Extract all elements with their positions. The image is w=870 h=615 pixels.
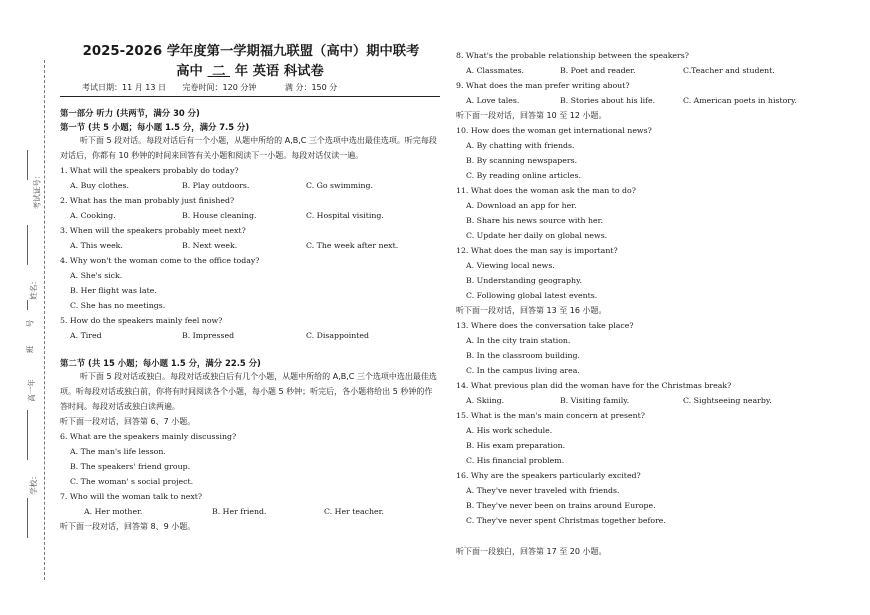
section1-heading: 第一节 (共 5 小题；每小题 1.5 分，满分 7.5 分) <box>60 122 250 132</box>
subtitle-prefix: 高中 <box>176 64 203 79</box>
answer-option[interactable]: C. Go swimming. <box>306 181 373 190</box>
answer-option[interactable]: B. Next week. <box>182 241 238 250</box>
answer-option[interactable]: A. In the city train station. <box>466 336 571 345</box>
question-text: 11. What does the woman ask the man to do? <box>456 186 636 195</box>
answer-option[interactable]: C.Teacher and student. <box>683 66 775 75</box>
header-rule <box>60 96 440 97</box>
question-text: 12. What does the man say is important? <box>456 246 618 255</box>
left-column <box>60 40 440 534</box>
listening-note: 听下面一段对话，回答第 13 至 16 小题。 <box>456 306 607 315</box>
binding-margin <box>0 0 56 615</box>
answer-option[interactable]: A. Skiing. <box>466 396 505 405</box>
answer-option[interactable]: C. By reading online articles. <box>466 171 581 180</box>
answer-option[interactable]: A. The man's life lesson. <box>70 447 166 456</box>
answer-option[interactable]: A. Classmates. <box>466 66 524 75</box>
answer-option[interactable]: A. Cooking. <box>70 211 116 220</box>
answer-option[interactable]: B. Stories about his life. <box>560 96 656 105</box>
answer-option[interactable]: A. Love tales. <box>466 96 520 105</box>
question-text: 6. What are the speakers mainly discussing? <box>60 432 237 441</box>
answer-options-row <box>456 393 866 408</box>
question-text: 15. What is the man's main concern at present? <box>456 411 645 420</box>
answer-options-row <box>456 93 866 108</box>
answer-option[interactable]: C. Disappointed <box>306 331 369 340</box>
answer-option[interactable]: B. The speakers' friend group. <box>70 462 191 471</box>
answer-option[interactable]: B. Understanding geography. <box>466 276 582 285</box>
subtitle-suffix: 年 英语 科试卷 <box>234 64 324 79</box>
answer-option[interactable]: B. Share his news source with her. <box>466 216 603 225</box>
subtitle-grade-blank: 二 <box>212 64 226 79</box>
binding-dashed-line <box>44 60 45 580</box>
right-column <box>456 48 866 559</box>
question-text: 2. What has the man probably just finished? <box>60 196 235 205</box>
answer-option[interactable]: C. The woman' s social project. <box>70 477 194 486</box>
answer-option[interactable]: C. Following global latest events. <box>466 291 598 300</box>
answer-option[interactable]: B. By scanning newspapers. <box>466 156 578 165</box>
question-text: 1. What will the speakers probably do today? <box>60 166 239 175</box>
answer-option[interactable]: A. Tired <box>70 331 102 340</box>
exam-subtitle <box>60 60 440 79</box>
fill-line <box>27 150 28 180</box>
answer-options-row <box>60 328 440 343</box>
answer-option[interactable]: C. American poets in history. <box>683 96 797 105</box>
question-text: 13. Where does the conversation take place? <box>456 321 634 330</box>
answer-option[interactable]: B. Visiting family. <box>560 396 630 405</box>
question-list-1-3 <box>60 163 440 253</box>
answer-option[interactable]: A. Buy clothes. <box>70 181 130 190</box>
answer-option[interactable]: A. They've never traveled with friends. <box>466 486 620 495</box>
answer-option[interactable]: B. In the classroom building. <box>466 351 580 360</box>
answer-option[interactable]: B. They've never been on trains around Europe. <box>466 501 656 510</box>
answer-option[interactable]: A. Her mother. <box>84 507 143 516</box>
fill-line <box>27 300 28 310</box>
listening-note: 听下面一段对话，回答第 10 至 12 小题。 <box>456 111 607 120</box>
question-text: 16. Why are the speakers particularly excited? <box>456 471 641 480</box>
school-label: 学校： <box>28 472 38 495</box>
answer-option[interactable]: C. The week after next. <box>306 241 399 250</box>
answer-option[interactable]: B. House cleaning. <box>182 211 257 220</box>
answer-option[interactable]: A. Download an app for her. <box>466 201 577 210</box>
answer-option[interactable]: B. Her friend. <box>212 507 267 516</box>
question-text: 3. When will the speakers probably meet next? <box>60 226 246 235</box>
answer-option[interactable]: C. They've never spent Christmas together before. <box>466 516 666 525</box>
answer-option[interactable]: C. His financial problem. <box>466 456 565 465</box>
answer-option[interactable]: B. Impressed <box>182 331 235 340</box>
answer-option[interactable]: C. In the campus living area. <box>466 366 580 375</box>
exam-date: 考试日期：11 月 13 日 <box>82 83 166 92</box>
answer-option[interactable]: A. This week. <box>70 241 123 250</box>
seat-label: 号 <box>25 319 35 328</box>
question-text: 5. How do the speakers mainly feel now? <box>60 316 223 325</box>
part1-heading: 第一部分 听力 (共两节，满分 30 分) <box>60 108 200 118</box>
answer-option[interactable]: B. Play outdoors. <box>182 181 250 190</box>
exam-no-label: 考试证号： <box>32 171 42 210</box>
section1-instructions: 听下面 5 段对话。每段对话后有一个小题，从题中所给的 A,B,C 三个选项中选出最佳选项。听完每段对话后，你都有 10 秒钟的时间来回答有关小题和阅读下一小题。每段对话仅读一遍。 <box>60 136 437 160</box>
answer-options-row <box>456 63 866 78</box>
question-text: 10. How does the woman get international news? <box>456 126 652 135</box>
fill-line <box>27 225 28 265</box>
grade-label: 高一年 <box>26 379 36 402</box>
class-label: 班 <box>25 345 35 354</box>
answer-option[interactable]: B. Poet and reader. <box>560 66 636 75</box>
question-text: 9. What does the man prefer writing about? <box>456 81 630 90</box>
exam-meta <box>60 82 440 93</box>
answer-options-row <box>60 238 440 253</box>
section2-heading: 第二节 (共 15 小题；每小题 1.5 分，满分 22.5 分) <box>60 358 261 368</box>
answer-option[interactable]: C. She has no meetings. <box>70 301 166 310</box>
answer-option[interactable]: B. Her flight was late. <box>70 286 157 295</box>
answer-options-row <box>60 208 440 223</box>
answer-option[interactable]: C. Her teacher. <box>324 507 385 516</box>
question-text: 7. Who will the woman talk to next? <box>60 492 203 501</box>
name-label: 姓名： <box>28 277 38 300</box>
exam-duration: 完卷时间：120 分钟 <box>182 83 257 92</box>
answer-option[interactable]: A. She's sick. <box>70 271 123 280</box>
listening-note: 听下面一段对话，回答第 8、9 小题。 <box>60 522 196 531</box>
listening-note: 听下面一段独白，回答第 17 至 20 小题。 <box>456 547 607 556</box>
listening-note: 听下面一段对话，回答第 6、7 小题。 <box>60 417 196 426</box>
question-text: 4. Why won't the woman come to the office today? <box>60 256 260 265</box>
answer-option[interactable]: C. Update her daily on global news. <box>466 231 608 240</box>
answer-options-row <box>60 504 440 519</box>
question-text: 8. What's the probable relationship between the speakers? <box>456 51 689 60</box>
answer-option[interactable]: C. Sightseeing nearby. <box>683 396 772 405</box>
answer-option[interactable]: A. His work schedule. <box>466 426 553 435</box>
answer-options-row <box>60 178 440 193</box>
answer-option[interactable]: B. His exam preparation. <box>466 441 566 450</box>
section2-instructions: 听下面 5 段对话或独白。每段对话或独白后有几个小题，从题中所给的 A,B,C 三个选项中选出最佳选项。听每段对话或独白前，你将有时间阅读各个小题，每小题 5 秒钟；听完后，各小题将给出 5 秒钟的作答时间。每段对话或独白读两遍。 <box>60 372 437 411</box>
exam-title: 2025-2026 学年度第一学期福九联盟（高中）期中联考 <box>82 44 420 59</box>
exam-full-score: 满 分：150 分 <box>284 83 338 92</box>
answer-option[interactable]: A. By chatting with friends. <box>466 141 575 150</box>
fill-line <box>27 410 28 460</box>
answer-option[interactable]: A. Viewing local news. <box>466 261 555 270</box>
answer-option[interactable]: C. Hospital visiting. <box>306 211 384 220</box>
question-text: 14. What previous plan did the woman have for the Christmas break? <box>456 381 732 390</box>
fill-line <box>27 498 28 538</box>
